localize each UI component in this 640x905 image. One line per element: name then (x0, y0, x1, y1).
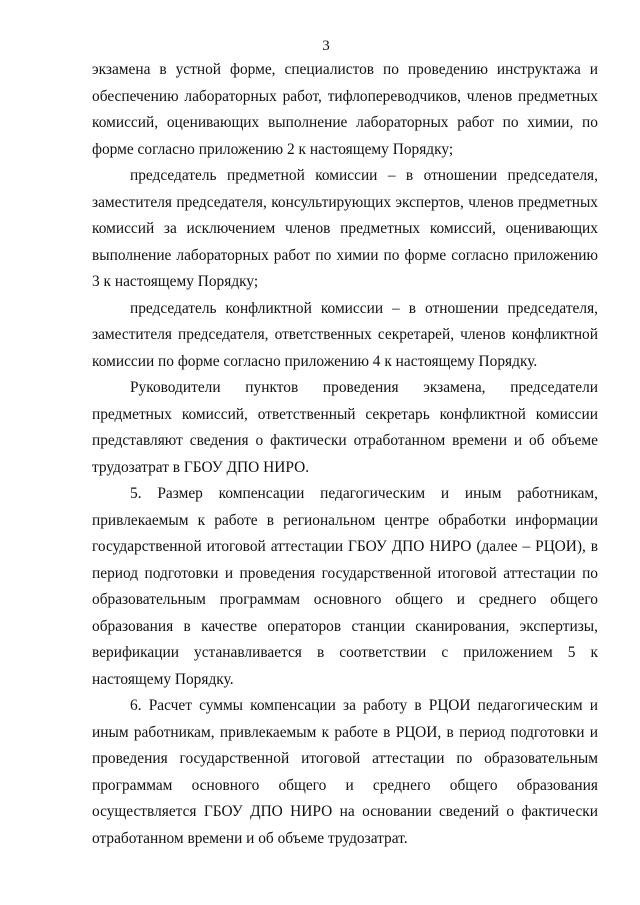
paragraph-item-5: 5. Размер компенсации педагогическим и иным работникам, привлекаемым к работе в региональном центре обработки информации государственной итоговой аттестации ГБОУ ДПО НИРО (далее – РЦОИ), в период подготовки и проведения государственной итоговой аттестации по образовательным программам основного общего и среднего общего образования в качестве операторов станции сканирования, экспертизы, верификации устанавливается в соответствии с приложением 5 к настоящему Порядку. (92, 485, 598, 688)
paragraph-conflict-commission-chair: председатель конфликтной комиссии – в отношении председателя, заместителя председателя, ответственных секретарей, членов конфликтной комиссии по форме согласно приложению 4 к настоящему Порядку. (92, 299, 598, 370)
paragraph-item-6: 6. Расчет суммы компенсации за работу в РЦОИ педагогическим и иным работникам, привлекаемым к работе в РЦОИ, в период подготовки и проведения государственной итоговой аттестации по образовательным программам основного общего и среднего общего образования осуществляется ГБОУ ДПО НИРО на основании сведений о фактически отработанном времени и об объеме трудозатрат. (92, 697, 598, 847)
paragraph-heads-submit-info: Руководители пунктов проведения экзамена, председатели предметных комиссий, ответственный секретарь конфликтной комиссии представляют сведения о фактически отработанном времени и об объеме трудозатрат в ГБОУ ДПО НИРО. (92, 379, 598, 476)
document-body (92, 57, 598, 852)
page-number: 3 (322, 38, 330, 54)
paragraph-subject-commission-chair: председатель предметной комиссии – в отношении председателя, заместителя председателя, консультирующих экспертов, членов предметных комиссий за исключением членов предметных комиссий, оценивающих выполнение лабораторных работ по химии по форме согласно приложению 3 к настоящему Порядку; (92, 167, 598, 290)
paragraph-continuation: экзамена в устной форме, специалистов по проведению инструктажа и обеспечению лабораторных работ, тифлопереводчиков, членов предметных комиссий, оценивающих выполнение лабораторных работ по химии, по форме согласно приложению 2 к настоящему Порядку; (92, 61, 598, 158)
